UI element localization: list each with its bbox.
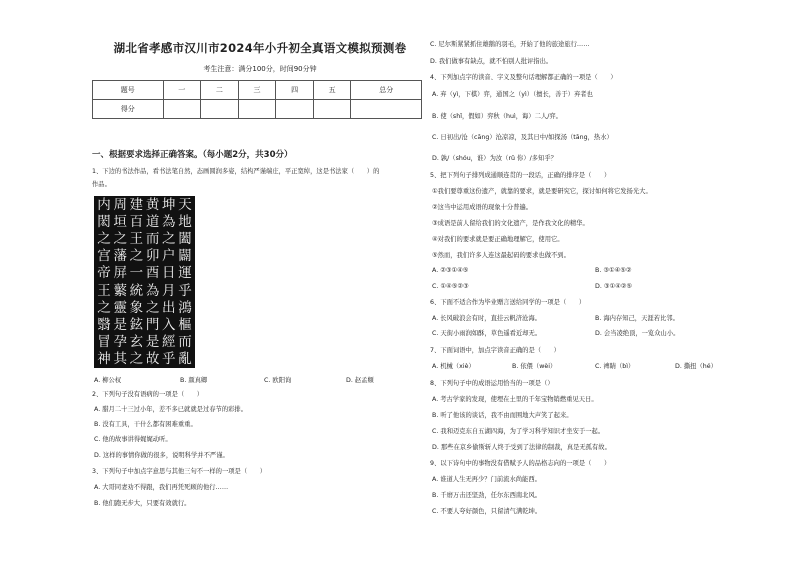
calligraphy-glyph: 户	[162, 248, 176, 265]
calligraphy-glyph: 樞	[178, 316, 192, 333]
calligraphy-glyph: 象	[129, 299, 144, 316]
score-header-cell: 总分	[351, 81, 422, 100]
question-5-item: ③成语是前人留给我们的文化遗产，是作我文化的精华。	[432, 220, 589, 227]
calligraphy-glyph: 之	[113, 231, 127, 248]
calligraphy-glyph: 為	[162, 214, 176, 231]
question-3-stem: 3、下列句子中加点字意思与其他三句不一样的一项是（ ）	[92, 468, 267, 475]
calligraphy-glyph: 一	[129, 265, 144, 282]
question-5-option[interactable]: B. ③①④⑤②	[595, 267, 632, 274]
question-2-option[interactable]: A. 腊月二十三过小年，差不多已就就是过春节的彩排。	[94, 406, 248, 413]
score-header-cell: 四	[276, 81, 314, 100]
question-6-option[interactable]: C. 天街小雨润如酥，草色遥看近却无。	[432, 330, 542, 337]
calligraphy-glyph: 運	[178, 265, 192, 282]
calligraphy-column	[162, 198, 176, 366]
calligraphy-glyph: 之	[97, 231, 111, 248]
score-cell[interactable]	[163, 100, 201, 119]
question-9-option[interactable]: B. 千磨万击还坚劲，任尔东西南北风。	[432, 492, 542, 499]
calligraphy-glyph: 酉	[145, 265, 160, 282]
calligraphy-glyph: 是	[113, 316, 127, 333]
calligraphy-glyph: 神	[97, 350, 111, 367]
calligraphy-glyph: 之	[97, 299, 111, 316]
question-5-option[interactable]: D. ③①④②⑤	[595, 283, 633, 290]
score-table-header-row	[93, 81, 422, 100]
calligraphy-glyph: 屏	[113, 265, 127, 282]
calligraphy-glyph: 其	[113, 350, 127, 367]
score-header-cell: 一	[163, 81, 201, 100]
question-3-option[interactable]: A. 大哥同妻劝不得跟，我们再凭死顾的他行……	[94, 484, 229, 491]
question-1-option[interactable]: B. 颜真卿	[180, 377, 208, 384]
score-cell[interactable]	[313, 100, 351, 119]
section-heading: 一、根据要求选择正确答案。（每小题2分，共30分）	[92, 150, 293, 160]
calligraphy-glyph: 垣	[113, 214, 127, 231]
question-4-option[interactable]: B. 使（shǐ，假如）弈秋（huì，诲）二人/弈。	[432, 113, 562, 120]
question-9-option[interactable]: C. 不要人夸好颜色，只留清气满乾坤。	[432, 508, 542, 515]
calligraphy-glyph: 之	[129, 248, 144, 265]
calligraphy-glyph: 建	[129, 197, 144, 213]
calligraphy-glyph: 乎	[162, 350, 176, 367]
question-8-option[interactable]: D. 那些在京乡偷斯斩人终于受到了法律的制裁，真是无孤有故。	[432, 444, 611, 451]
exam-title: 湖北省孝感市汉川市2024年小升初全真语文模拟预测卷	[113, 41, 407, 55]
question-7-option[interactable]: D. 撕扭（hé）	[675, 363, 717, 370]
calligraphy-glyph: 之	[129, 350, 144, 367]
score-table	[92, 80, 422, 119]
calligraphy-glyph: 之	[162, 231, 176, 248]
calligraphy-glyph: 乎	[178, 282, 192, 299]
calligraphy-glyph: 門	[145, 316, 160, 333]
calligraphy-glyph: 宫	[97, 248, 111, 265]
calligraphy-glyph: 卯	[145, 248, 160, 265]
question-3-option[interactable]: D. 我们做事有缺点，就不怕别人批评指出。	[430, 58, 553, 65]
question-2-stem: 2、下列句子没有语病的一项是（ ）	[92, 391, 204, 398]
calligraphy-glyph: 之	[145, 299, 160, 316]
question-5-item: ②这当中运用成语的现象十分普遍。	[432, 204, 533, 211]
question-9-option[interactable]: A. 谁道人生无再少？门前流水尚能西。	[432, 476, 541, 483]
question-5-option[interactable]: A. ②③①④⑤	[432, 267, 469, 274]
calligraphy-glyph: 冒	[97, 333, 111, 350]
calligraphy-image	[94, 196, 195, 368]
calligraphy-glyph: 日	[162, 265, 176, 282]
calligraphy-glyph: 内	[97, 197, 111, 213]
question-5-option[interactable]: C. ①④⑤②③	[432, 283, 469, 290]
score-cell[interactable]	[351, 100, 422, 119]
question-2-option[interactable]: C. 他的故事讲得娓娓动听。	[94, 436, 172, 443]
question-4-option[interactable]: C. 日初出/沧（cāng）沧凉凉，及其日中/如探汤（tāng，热水）	[432, 134, 613, 141]
calligraphy-glyph: 統	[129, 282, 144, 299]
question-5-item: ④对我们的要求就是要正确地理解它，使用它。	[432, 236, 564, 243]
calligraphy-glyph: 鴻	[178, 299, 192, 316]
question-5-stem: 5、把下列句子排列成通顺连贯的一段话，正确的排序是（ ）	[430, 172, 611, 179]
question-2-option[interactable]: D. 这样的事情你做的很多，说明科学并不严谨。	[94, 452, 229, 459]
question-6-option[interactable]: A. 长风破浪会有时，直挂云帆济沧海。	[432, 315, 541, 322]
question-4-option[interactable]: A. 弃（yì，下棋）弈，通国之（yì）（擅长，善于）弃者也	[432, 91, 593, 98]
calligraphy-glyph: 閎	[97, 214, 111, 231]
question-1-option[interactable]: A. 柳公权	[94, 377, 122, 384]
calligraphy-glyph: 闢	[178, 248, 192, 265]
question-8-option[interactable]: C. 我和迈克东自五湖四海，为了学习科学知识才坐安于一起。	[432, 428, 605, 435]
calligraphy-glyph: 翳	[97, 316, 111, 333]
calligraphy-glyph: 靈	[113, 299, 127, 316]
question-5-item: ①我们要尊重这份遗产，就靠的要求，就是要研究它，探讨如何将它发扬光大。	[432, 188, 652, 195]
question-3-option[interactable]: C. 尼尔斯紧紧抓住雄鹅的羽毛，开始了他的旅途旅行……	[430, 41, 590, 48]
score-table-score-row	[93, 100, 422, 119]
score-header-cell: 五	[313, 81, 351, 100]
question-7-option[interactable]: C. 裨睛（bì）	[595, 363, 635, 370]
question-6-option[interactable]: B. 海内存知己，天涯若比邻。	[595, 315, 679, 322]
calligraphy-glyph: 地	[178, 214, 192, 231]
score-header-cell: 二	[201, 81, 239, 100]
score-row-label: 得分	[93, 100, 164, 119]
calligraphy-glyph: 亂	[178, 350, 192, 367]
calligraphy-glyph: 王	[129, 231, 144, 248]
question-6-option[interactable]: D. 会当凌绝顶，一览众山小。	[595, 330, 680, 337]
calligraphy-column	[129, 198, 143, 366]
calligraphy-glyph: 經	[162, 333, 176, 350]
score-cell[interactable]	[201, 100, 239, 119]
calligraphy-glyph: 孕	[113, 333, 127, 350]
calligraphy-column	[178, 198, 192, 366]
question-8-stem: 8、下列句子中的成语运用恰当的一项是（）	[430, 380, 554, 387]
question-2-option[interactable]: B. 没有工具，干什么都有困难重重。	[94, 421, 197, 428]
calligraphy-glyph: 周	[113, 197, 127, 213]
calligraphy-glyph: 鉉	[129, 316, 144, 333]
score-cell[interactable]	[276, 100, 314, 119]
calligraphy-glyph: 出	[162, 299, 176, 316]
question-1-option[interactable]: C. 欧阳询	[264, 377, 292, 384]
calligraphy-column	[146, 198, 160, 366]
question-1-stem: 1、下边的书法作品，看书法笔自然，态画圆润多姿，结构严谨端庄，平正宽绰，这是书法家（ ）的	[92, 168, 380, 175]
calligraphy-glyph: 而	[145, 231, 160, 248]
question-8-option[interactable]: B. 听了他该的谈话，我不由而围地大声笑了起来。	[432, 412, 573, 419]
score-cell[interactable]	[238, 100, 276, 119]
score-header-cell: 题号	[93, 81, 164, 100]
question-4-stem: 4、下列加点字的读音、字义及整句话理解都正确的一项是（ ）	[430, 74, 617, 81]
calligraphy-glyph: 天	[178, 197, 192, 213]
calligraphy-glyph: 故	[145, 350, 160, 367]
exam-note: 考生注意：满分100分，时间90分钟	[203, 65, 317, 73]
question-1-stem-cont: 作品。	[92, 181, 111, 188]
score-header-cell: 三	[238, 81, 276, 100]
question-8-option[interactable]: A. 考古学家的发现，使埋在土里的千年宝物销燃重见天日。	[432, 396, 598, 403]
question-5-item: ⑤然而，我们许多人连这最起码的要求也做不到。	[432, 252, 570, 259]
calligraphy-glyph: 蘩	[113, 282, 127, 299]
question-3-option[interactable]: B. 他们跑无步大，只要有效就行。	[94, 500, 191, 507]
calligraphy-glyph: 百	[129, 214, 144, 231]
calligraphy-glyph: 闔	[178, 231, 192, 248]
question-1-option[interactable]: D. 赵孟頫	[346, 377, 374, 384]
calligraphy-glyph: 道	[145, 214, 160, 231]
question-6-stem: 6、下面不适合作为毕业赠言送给同学的一项是（ ）	[430, 299, 586, 306]
question-7-option[interactable]: B. 依偎（wèi）	[512, 363, 557, 370]
calligraphy-glyph: 玄	[129, 333, 144, 350]
question-9-stem: 9、以下诗句中的事物没有借赋予人的品格志向的一项是（ ）	[430, 460, 611, 467]
question-7-option[interactable]: A. 机械（xiè）	[432, 363, 475, 370]
calligraphy-glyph: 帝	[97, 265, 111, 282]
calligraphy-glyph: 坤	[162, 197, 176, 213]
question-7-stem: 7、下面词语中，加点字读音正确的是（ ）	[430, 347, 560, 354]
calligraphy-column	[113, 198, 127, 366]
calligraphy-glyph: 王	[97, 282, 111, 299]
calligraphy-glyph: 是	[145, 333, 160, 350]
calligraphy-glyph: 而	[178, 333, 192, 350]
calligraphy-glyph: 黄	[145, 197, 160, 213]
calligraphy-glyph: 月	[162, 282, 176, 299]
question-4-option[interactable]: D. 孰/（shóu，谁）为汝（rǔ 你）/多知乎？	[432, 155, 557, 162]
calligraphy-column	[97, 198, 111, 366]
calligraphy-glyph: 藩	[113, 248, 127, 265]
calligraphy-glyph: 入	[162, 316, 176, 333]
calligraphy-glyph: 為	[145, 282, 160, 299]
